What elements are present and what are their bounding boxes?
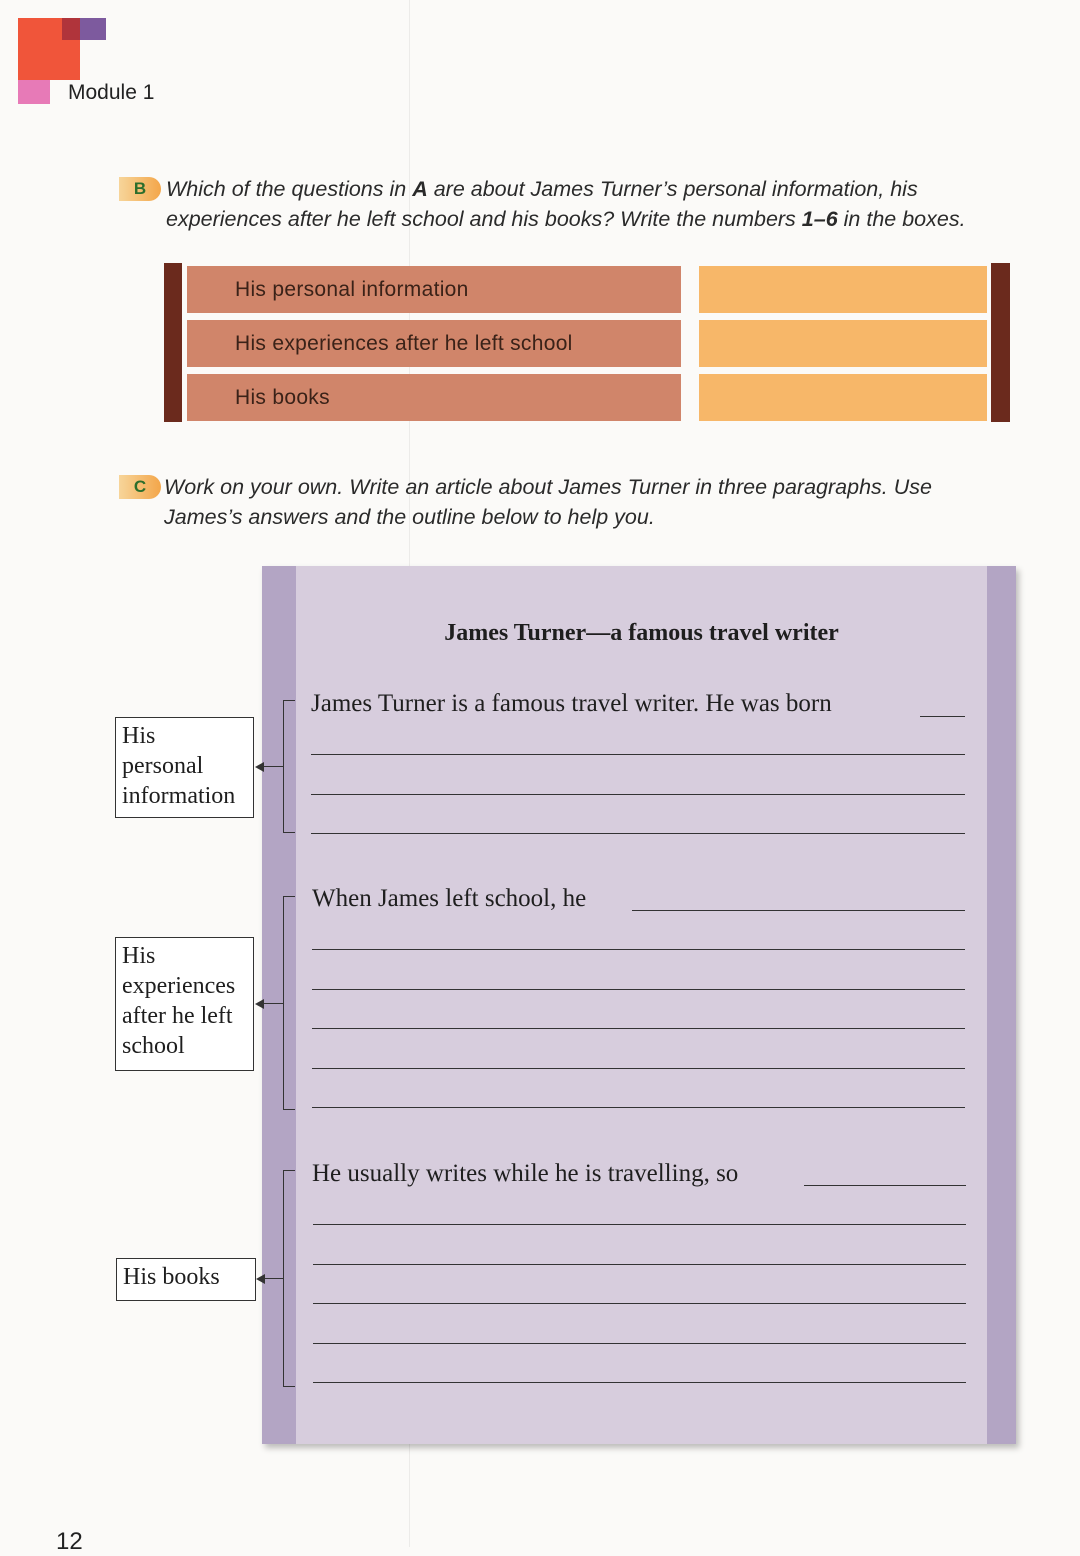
answer-box-personal[interactable] bbox=[699, 266, 987, 313]
table-row-label-personal: His personal information bbox=[187, 266, 681, 313]
side-label-line: experiences bbox=[122, 973, 236, 999]
arrow-left-icon bbox=[256, 1274, 265, 1284]
writing-line[interactable] bbox=[313, 1303, 966, 1304]
side-label-experiences bbox=[115, 937, 254, 1071]
module-label: Module 1 bbox=[68, 81, 155, 104]
writing-line[interactable] bbox=[311, 754, 965, 755]
writing-line[interactable] bbox=[313, 1343, 966, 1344]
writing-line[interactable] bbox=[311, 794, 965, 795]
writing-line[interactable] bbox=[632, 910, 965, 911]
writing-line[interactable] bbox=[313, 1264, 966, 1265]
bracket-personal bbox=[283, 700, 295, 833]
side-label-personal-information bbox=[115, 717, 254, 818]
writing-line[interactable] bbox=[313, 1382, 966, 1383]
table-left-bar bbox=[164, 263, 182, 422]
side-label-books bbox=[116, 1258, 256, 1301]
arrow-line-personal bbox=[262, 766, 283, 767]
side-label-line: after he left bbox=[122, 1003, 233, 1029]
section-b-instruction bbox=[166, 174, 966, 234]
arrow-left-icon bbox=[255, 999, 264, 1009]
writing-line[interactable] bbox=[312, 1028, 965, 1029]
arrow-line-books bbox=[263, 1278, 283, 1279]
side-label-line: His bbox=[122, 723, 156, 749]
bracket-books bbox=[283, 1170, 295, 1387]
arrow-line-experiences bbox=[262, 1003, 283, 1004]
table-row-label-books: His books bbox=[187, 374, 681, 421]
table-right-bar bbox=[991, 263, 1010, 422]
section-c-instruction bbox=[164, 472, 932, 532]
paragraph-3-starter: He usually writes while he is travelling, so bbox=[312, 1160, 739, 1187]
side-label-line: His books bbox=[123, 1264, 220, 1290]
section-b-instruction-line2: experiences after he left school and his books? Write the numbers 1–6 in the boxes. bbox=[166, 207, 966, 231]
answer-box-books[interactable] bbox=[699, 374, 987, 421]
writing-sheet-title: James Turner—a famous travel writer bbox=[444, 620, 839, 646]
writing-line[interactable] bbox=[311, 833, 965, 834]
table-row-label-experiences: His experiences after he left school bbox=[187, 320, 681, 367]
side-label-line: information bbox=[122, 783, 236, 809]
writing-line[interactable] bbox=[920, 716, 965, 717]
section-b-instruction-line1: Which of the questions in A are about James Turner’s personal information, his bbox=[166, 177, 918, 201]
side-label-line: His bbox=[122, 943, 156, 969]
writing-line[interactable] bbox=[313, 1224, 966, 1225]
writing-sheet-right-margin bbox=[987, 566, 1016, 1444]
side-label-line: personal bbox=[122, 753, 204, 779]
side-label-line: school bbox=[122, 1033, 185, 1059]
section-c-instruction-line2: James’s answers and the outline below to help you. bbox=[164, 505, 655, 529]
section-b-badge: B bbox=[119, 177, 161, 201]
writing-line[interactable] bbox=[804, 1185, 966, 1186]
answer-box-experiences[interactable] bbox=[699, 320, 987, 367]
bracket-experiences bbox=[283, 896, 295, 1110]
writing-line[interactable] bbox=[312, 989, 965, 990]
writing-line[interactable] bbox=[312, 1107, 965, 1108]
module-logo-block-darkred bbox=[62, 18, 80, 40]
arrow-left-icon bbox=[255, 762, 264, 772]
writing-line[interactable] bbox=[312, 1068, 965, 1069]
writing-line[interactable] bbox=[312, 949, 965, 950]
page-number: 12 bbox=[56, 1528, 83, 1555]
paragraph-2-starter: When James left school, he bbox=[312, 885, 587, 912]
section-c-badge: C bbox=[119, 475, 161, 499]
module-logo-block-pink bbox=[18, 80, 50, 104]
paragraph-1-starter: James Turner is a famous travel writer. He was born bbox=[311, 690, 832, 717]
section-c-instruction-line1: Work on your own. Write an article about James Turner in three paragraphs. Use bbox=[164, 475, 932, 499]
